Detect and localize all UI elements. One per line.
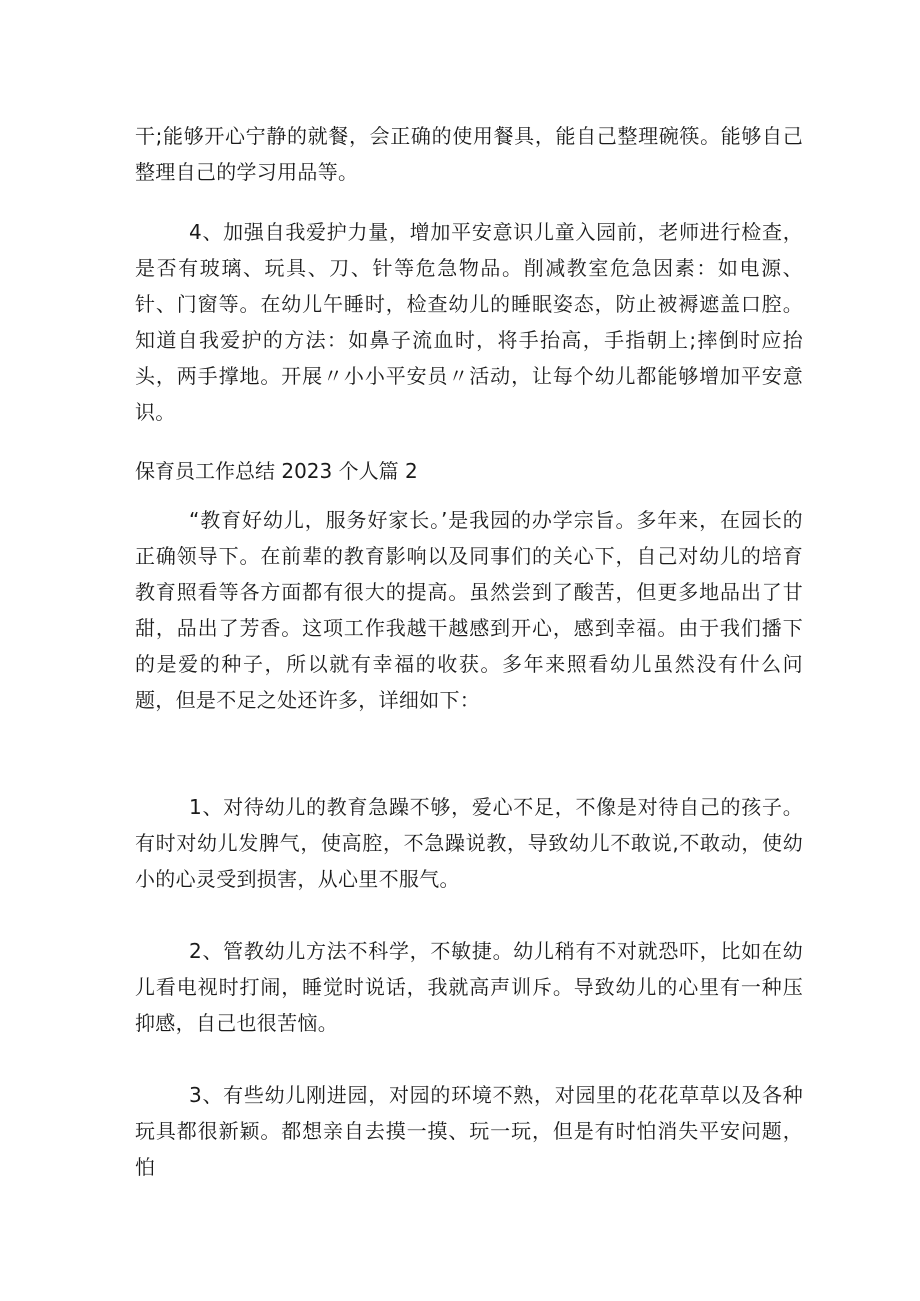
- paragraph-shortcoming-3: 3、有些幼儿刚进园，对园的环境不熟，对园里的花花草草以及各种玩具都很新颖。都想亲自去摸一摸、玩一玩，但是有时怕消失平安问题，怕: [135, 1083, 803, 1179]
- paragraph-self-care: 干;能够开心宁静的就餐，会正确的使用餐具，能自己整理碗筷。能够自己整理自己的学习用品等。: [135, 124, 803, 184]
- paragraph-introduction: “教育好幼儿，服务好家长。’是我园的办学宗旨。多年来，在园长的正确领导下。在前辈的教育影响以及同事们的关心下，自己对幼儿的培育教育照看等各方面都有很大的提高。虽然尝到了酸苦，但更多地品出了甘甜，品出了芳香。这项工作我越干越感到开心，感到幸福。由于我们播下的是爱的种子，所以就有幸福的收获。多年来照看幼儿虽然没有什么问题，但是不足之处还许多，详细如下：: [135, 508, 803, 712]
- paragraph-shortcoming-2: 2、管教幼儿方法不科学，不敏捷。幼儿稍有不对就恐吓，比如在幼儿看电视时打闹，睡觉时说话，我就高声训斥。导致幼儿的心里有一种压抑感，自己也很苦恼。: [135, 939, 803, 1035]
- paragraph-safety-awareness: 4、加强自我爱护力量，增加平安意识儿童入园前，老师进行检查，是否有玻璃、玩具、刀、针等危急物品。削减教室危急因素：如电源、针、门窗等。在幼儿午睡时，检查幼儿的睡眠姿态，防止被褥遮盖口腔。知道自我爱护的方法：如鼻子流血时，将手抬高，手指朝上;摔倒时应抬头，两手撑地。开展〃小小平安员〃活动，让每个幼儿都能够增加平安意识。: [135, 220, 803, 424]
- paragraph-shortcoming-1: 1、对待幼儿的教育急躁不够，爱心不足，不像是对待自己的孩子。有时对幼儿发脾气，使高腔，不急躁说教，导致幼儿不敢说,不敢动，使幼小的心灵受到损害，从心里不服气。: [135, 795, 803, 891]
- section-heading: 保育员工作总结 2023 个人篇 2: [135, 459, 418, 483]
